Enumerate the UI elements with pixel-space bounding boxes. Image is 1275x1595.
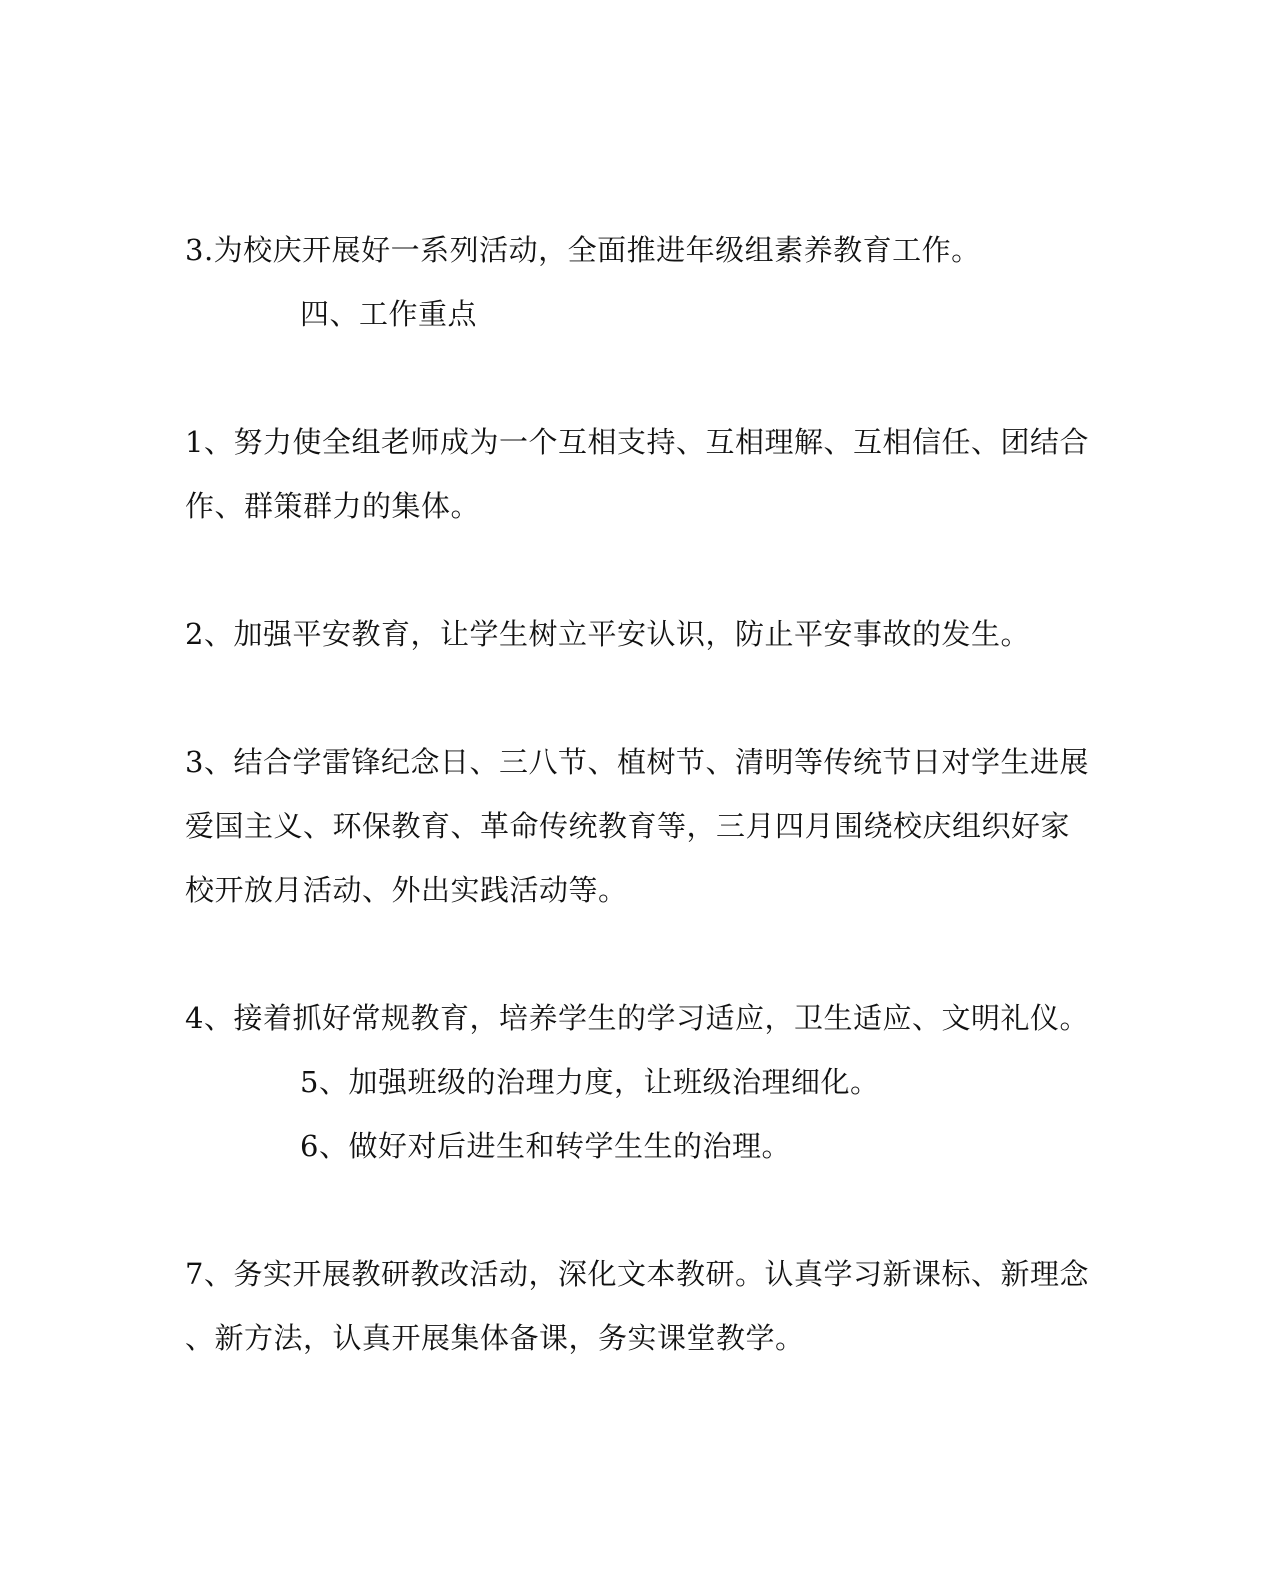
text-line: 7、务实开展教研教改活动，深化文本教研。认真学习新课标、新理念 bbox=[185, 1257, 1089, 1291]
text-line: 2、加强平安教育，让学生树立平安认识，防止平安事故的发生。 bbox=[185, 617, 1030, 651]
text-line: 4、接着抓好常规教育，培养学生的学习适应，卫生适应、文明礼仪。 bbox=[185, 1001, 1089, 1035]
text-line: 5、加强班级的治理力度，让班级治理细化。 bbox=[300, 1065, 880, 1099]
section-heading: 四、工作重点 bbox=[300, 297, 478, 331]
text-line: 1、努力使全组老师成为一个互相支持、互相理解、互相信任、团结合 bbox=[185, 425, 1089, 459]
text-line: 3.为校庆开展好一系列活动，全面推进年级组素养教育工作。 bbox=[185, 233, 981, 267]
text-line: 3、结合学雷锋纪念日、三八节、植树节、清明等传统节日对学生进展 bbox=[185, 745, 1089, 779]
text-line: 校开放月活动、外出实践活动等。 bbox=[185, 873, 628, 907]
text-line: 、新方法，认真开展集体备课，务实课堂教学。 bbox=[185, 1321, 805, 1355]
text-line: 6、做好对后进生和转学生生的治理。 bbox=[300, 1129, 791, 1163]
text-line: 作、群策群力的集体。 bbox=[185, 489, 481, 523]
text-line: 爱国主义、环保教育、革命传统教育等，三月四月围绕校庆组织好家 bbox=[185, 809, 1071, 843]
